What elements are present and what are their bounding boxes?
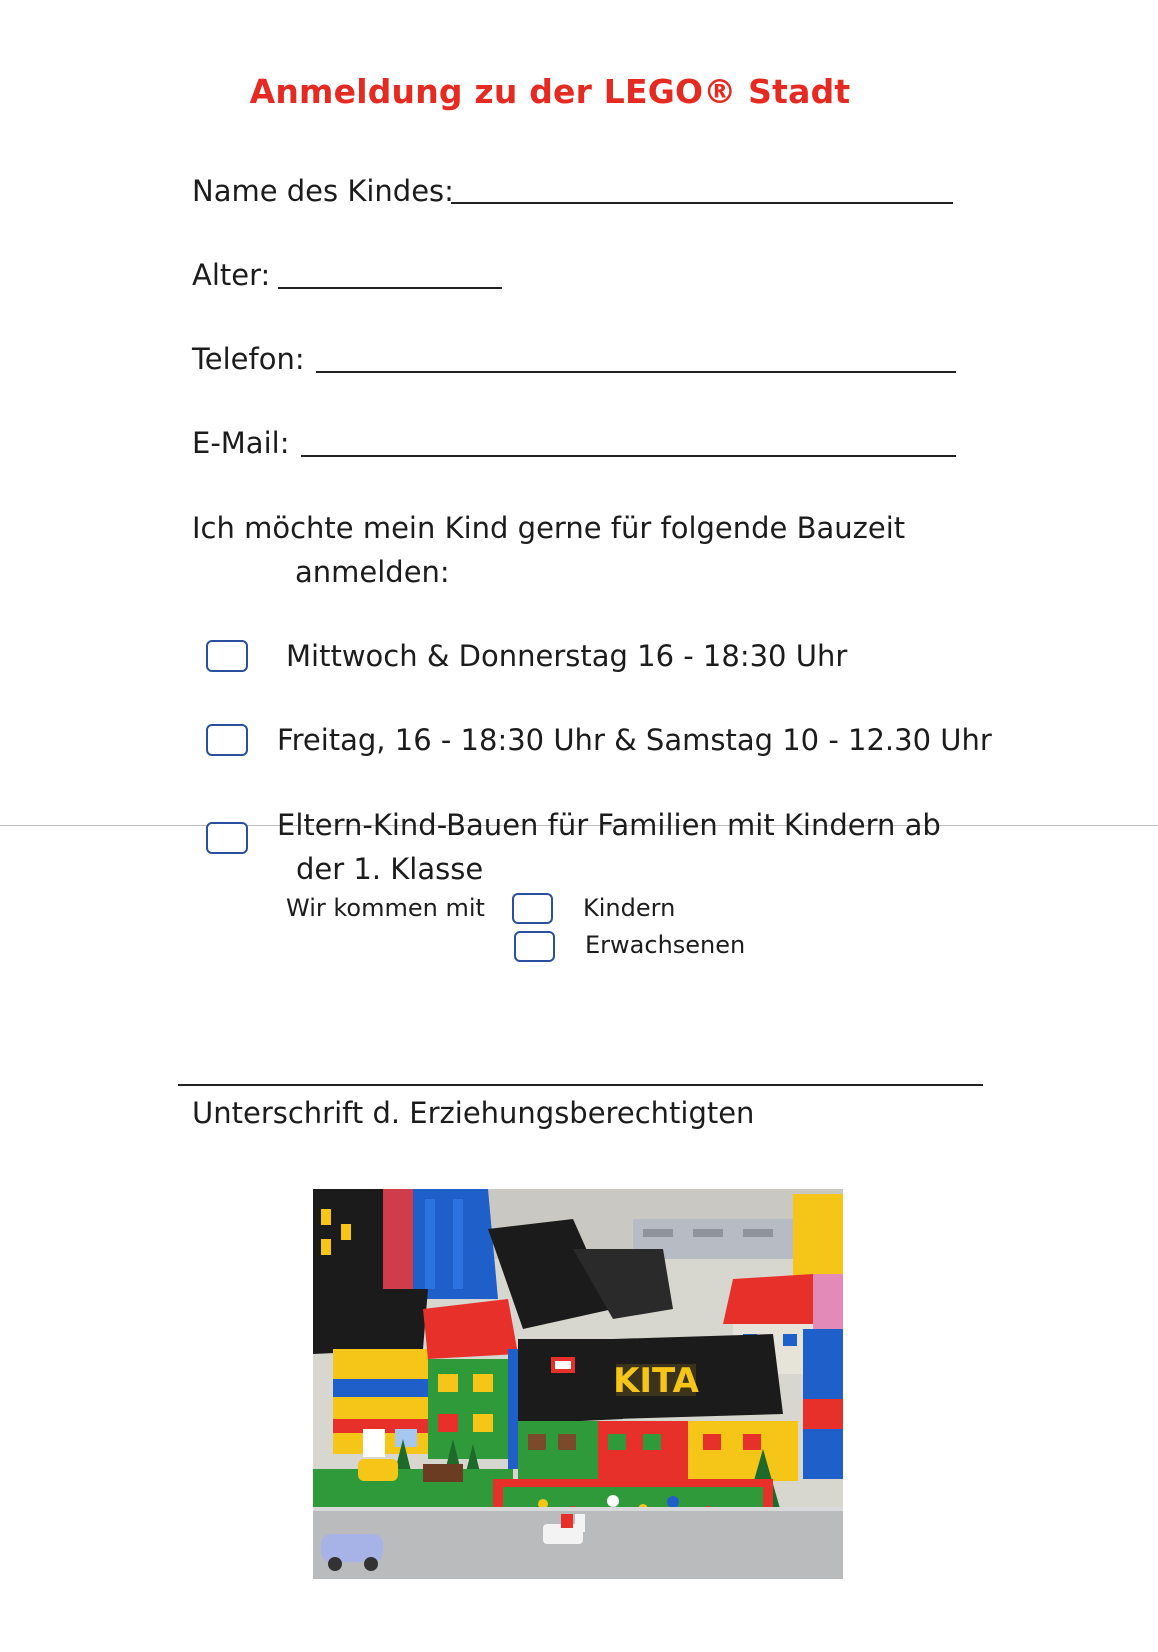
adults-checkbox[interactable] (514, 931, 555, 962)
form-title: Anmeldung zu der LEGO® Stadt (249, 72, 851, 111)
option-parent-child-label-1: Eltern-Kind-Bauen für Familien mit Kindern ab (277, 808, 941, 842)
name-label: Name des Kindes: (192, 174, 454, 208)
option-wed-thu-checkbox[interactable] (206, 640, 248, 672)
age-input-line[interactable] (278, 287, 502, 289)
lego-city-photo (313, 1189, 843, 1579)
phone-input-line[interactable] (316, 371, 956, 373)
option-fri-sat-label: Freitag, 16 - 18:30 Uhr & Samstag 10 - 12.30 Uhr (277, 723, 992, 757)
age-label: Alter: (192, 258, 271, 292)
children-label: Kindern (583, 894, 676, 922)
phone-label: Telefon: (192, 342, 305, 376)
intro-line-1: Ich möchte mein Kind gerne für folgende Bauzeit (192, 511, 906, 545)
option-wed-thu-label: Mittwoch & Donnerstag 16 - 18:30 Uhr (286, 639, 848, 673)
signature-line[interactable] (178, 1084, 983, 1086)
option-parent-child-checkbox[interactable] (206, 822, 248, 854)
email-label: E-Mail: (192, 426, 290, 460)
attendance-prefix: Wir kommen mit (286, 894, 485, 922)
signature-label: Unterschrift d. Erziehungsberechtigten (192, 1096, 755, 1130)
option-fri-sat-checkbox[interactable] (206, 724, 248, 756)
option-parent-child-label-2: der 1. Klasse (296, 852, 484, 886)
adults-label: Erwachsenen (585, 931, 746, 959)
intro-line-2: anmelden: (295, 555, 450, 589)
name-input-line[interactable] (451, 202, 953, 204)
kita-sign (613, 1361, 700, 1401)
kita-sign-text: KITA (613, 1361, 699, 1401)
children-checkbox[interactable] (512, 893, 553, 924)
email-input-line[interactable] (301, 455, 956, 457)
